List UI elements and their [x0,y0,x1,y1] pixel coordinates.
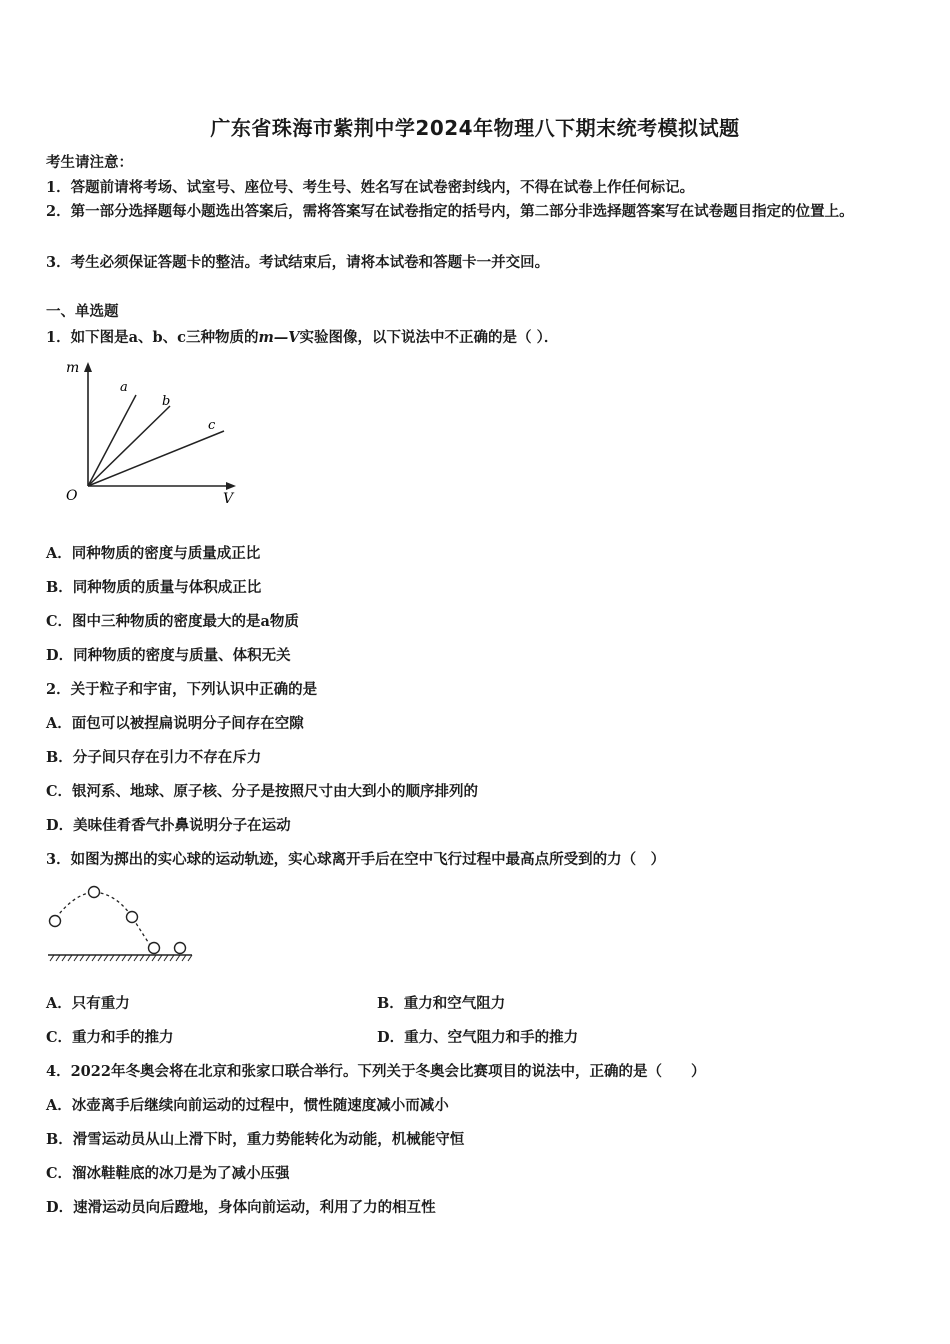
question-1-option-d: D．同种物质的密度与质量、体积无关 [46,647,291,664]
question-4-option-c: C．溜冰鞋鞋底的冰刀是为了减小压强 [46,1165,290,1182]
question-2-stem: 2．关于粒子和宇宙，下列认识中正确的是 [46,681,318,698]
exam-title: 广东省珠海市紫荆中学2024年物理八下期末统考模拟试题 [210,116,740,140]
question-3-option-a: A．只有重力 [46,995,130,1012]
trajectory-dashed-path [56,892,152,948]
mv-graph-line-c [88,431,224,486]
notice-item-1: 1．答题前请将考场、试室号、座位号、考生号、姓名写在试卷密封线内，不得在试卷上作任何标记。 [46,179,695,196]
question-4-stem: 4．2022年冬奥会将在北京和张家口联合举行。下列关于冬奥会比赛项目的说法中，正确的是（ ） [46,1063,706,1080]
question-2-option-c: C．银河系、地球、原子核、分子是按照尺寸由大到小的顺序排列的 [46,783,479,800]
question-1-option-a: A．同种物质的密度与质量成正比 [46,545,261,562]
question-1-stem-before: 1．如下图是a、b、c三种物质的 [46,329,259,346]
notice-heading: 考生请注意： [46,154,133,171]
question-2-option-d: D．美味佳肴香气扑鼻说明分子在运动 [46,817,291,834]
question-3-option-d: D．重力、空气阻力和手的推力 [377,1029,579,1046]
mv-graph-line-b [88,406,170,486]
mv-graph-label-b: b [162,394,171,409]
ground-hatching [50,955,192,961]
ball-position-5 [175,943,186,954]
notice-item-2: 2．第一部分选择题每小题选出答案后，需将答案写在试卷指定的括号内，第二部分非选择题答案写在试卷题目指定的位置上。 [46,203,854,220]
ball-position-4 [149,943,160,954]
ball-trajectory-figure [44,880,196,966]
ball-position-2 [89,887,100,898]
mv-graph-figure [58,358,248,508]
question-4-option-a: A．冰壶离手后继续向前运动的过程中，惯性随速度减小而减小 [46,1097,449,1114]
mv-graph-x-arrow [226,482,236,490]
question-1-stem-after: 实验图像，以下说法中不正确的是（ ）． [299,329,559,346]
question-3-stem: 3．如图为掷出的实心球的运动轨迹，实心球离开手后在空中飞行过程中最高点所受到的力（ ） [46,851,666,868]
mv-graph-label-c: c [208,418,216,433]
mv-graph-y-arrow [84,362,92,372]
question-1-option-c: C．图中三种物质的密度最大的是a物质 [46,613,299,630]
mv-graph-y-label: m [66,360,80,376]
ball-position-3 [127,912,138,923]
question-3-option-c: C．重力和手的推力 [46,1029,174,1046]
question-4-option-b: B．滑雪运动员从山上滑下时，重力势能转化为动能，机械能守恒 [46,1131,465,1148]
section-heading: 一、单选题 [46,303,119,320]
question-2-option-a: A．面包可以被捏扁说明分子间存在空隙 [46,715,304,732]
mv-graph-x-label: V [223,491,234,507]
question-3-option-b: B．重力和空气阻力 [377,995,506,1012]
question-1-option-b: B．同种物质的质量与体积成正比 [46,579,262,596]
question-1-formula: m—V [258,329,300,346]
mv-graph-origin-label: O [66,488,78,504]
question-4-option-d: D．速滑运动员向后蹬地，身体向前运动，利用了力的相互性 [46,1199,436,1216]
question-2-option-b: B．分子间只存在引力不存在斥力 [46,749,262,766]
question-1-stem [46,328,558,348]
mv-graph-line-a [88,395,136,486]
ball-position-1 [50,916,61,927]
mv-graph-label-a: a [120,380,128,395]
notice-item-3: 3．考生必须保证答题卡的整洁。考试结束后，请将本试卷和答题卡一并交回。 [46,254,550,271]
